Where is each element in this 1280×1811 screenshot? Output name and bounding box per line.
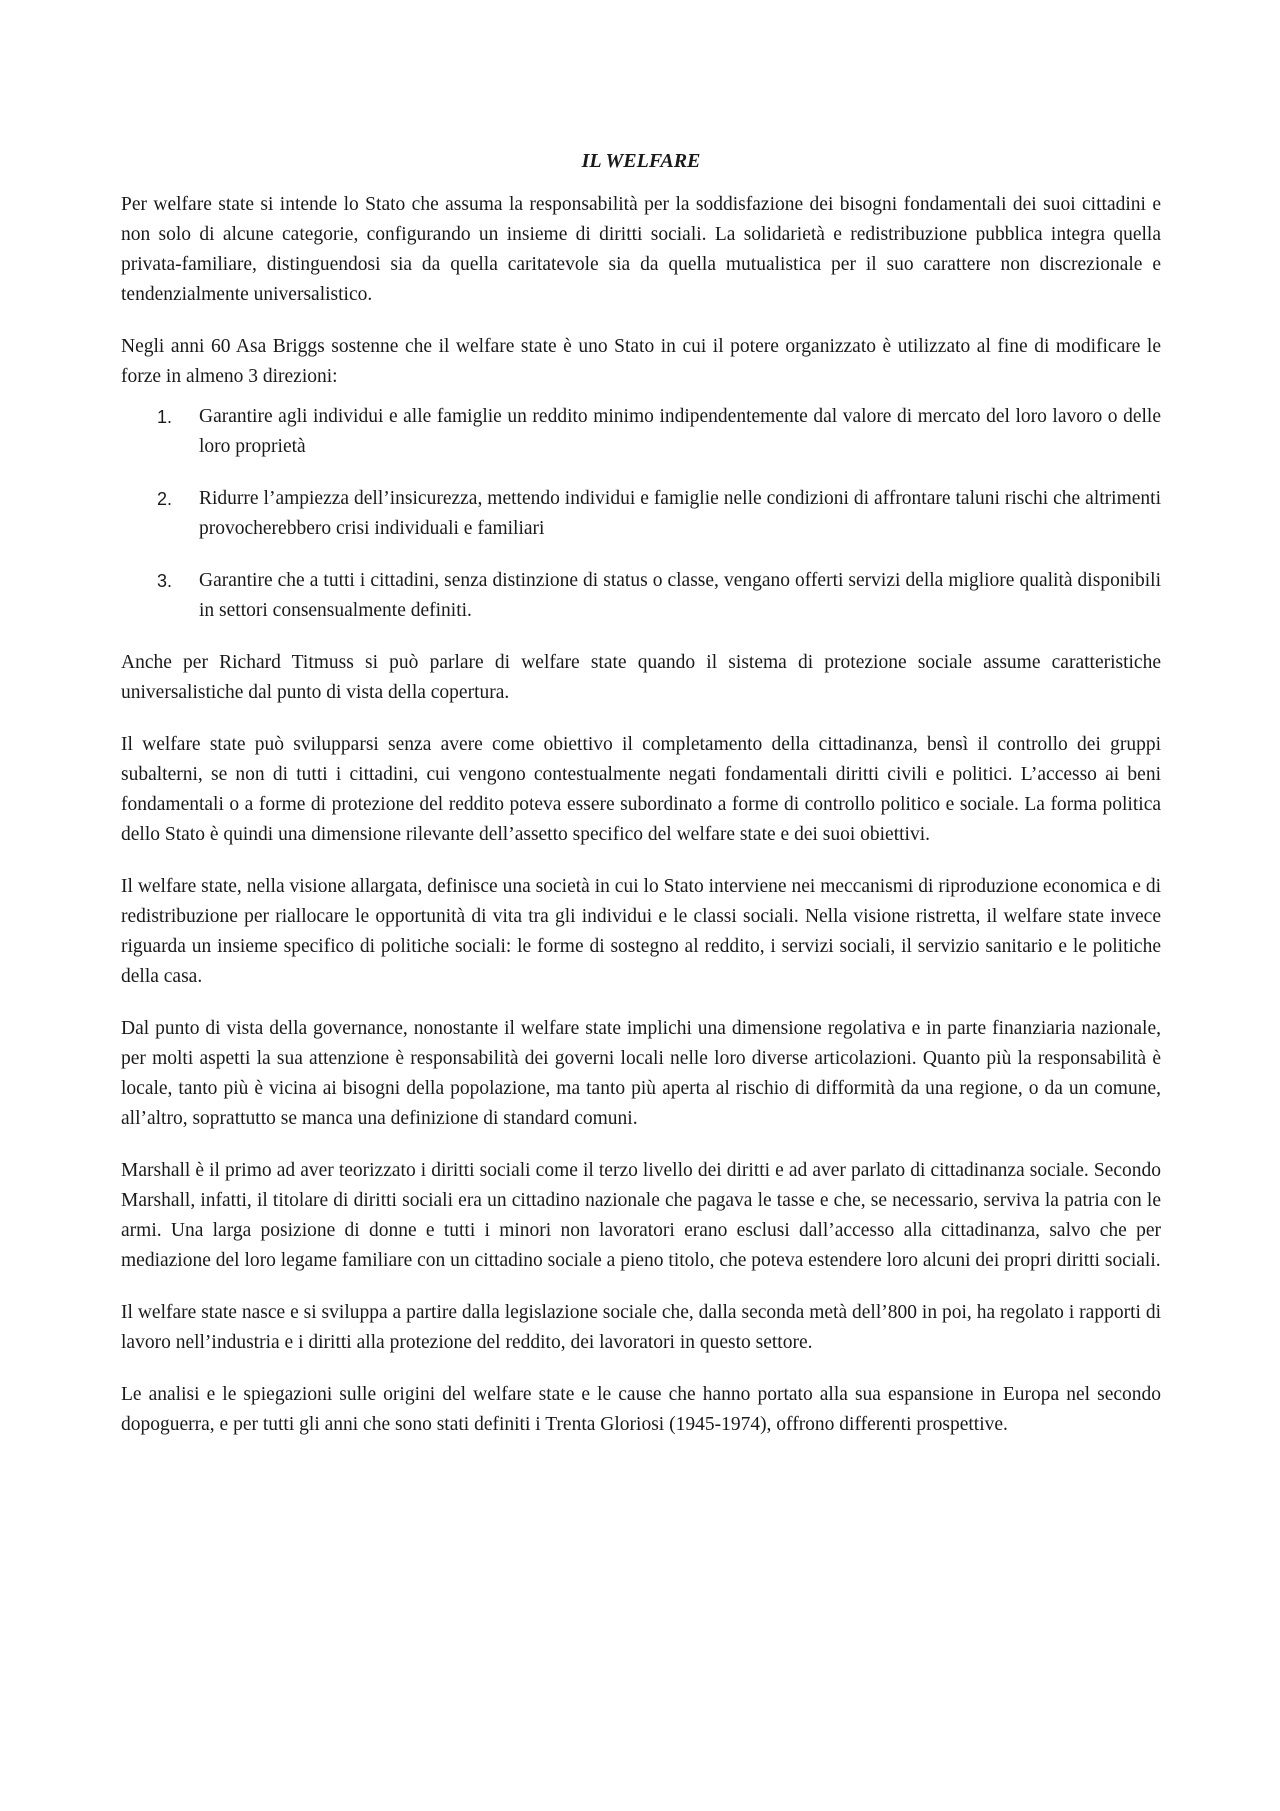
paragraph-social-legislation: Il welfare state nasce e si sviluppa a partire dalla legislazione sociale che, dalla seconda metà dell’800 in poi, ha regolato i rapporti di lavoro nell’industria e i diritti alla protezione del reddito, dei lavoratori in questo settore. xyxy=(121,1302,1161,1353)
paragraph-origins: Le analisi e le spiegazioni sulle origini del welfare state e le cause che hanno portato alla sua espansione in Europa nel secondo dopoguerra, e per tutti gli anni che sono stati definiti i Trenta Gloriosi (1945-1974), offrono differenti prospettive. xyxy=(121,1384,1161,1435)
document-title: IL WELFARE xyxy=(581,150,701,172)
list-item xyxy=(121,402,1161,462)
list-item-text: Garantire che a tutti i cittadini, senza distinzione di status o classe, vengano offerti servizi della migliore qualità disponibili in settori consensualmente definiti. xyxy=(199,570,1161,621)
paragraph-subaltern-control: Il welfare state può svilupparsi senza avere come obiettivo il completamento della cittadinanza, bensì il controllo dei gruppi subalterni, se non di tutti i cittadini, cui vengono contestualmente negati fondamentali diritti civili e politici. L’accesso ai beni fondamentali o a forme di protezione del reddito poteva essere subordinato a forme di controllo politico e sociale. La forma politica dello Stato è quindi una dimensione rilevante dell’assetto specifico del welfare state e dei suoi obiettivi. xyxy=(121,734,1161,845)
paragraph-marshall: Marshall è il primo ad aver teorizzato i diritti sociali come il terzo livello dei diritti e ad aver parlato di cittadinanza sociale. Secondo Marshall, infatti, il titolare di diritti sociali era un cittadino nazionale che pagava le tasse e che, se necessario, serviva la patria con le armi. Una larga posizione di donne e tutti i minori non lavoratori erano esclusi dall’accesso alla cittadinanza, salvo che per mediazione del loro legame familiare con un cittadino sociale a pieno titolo, che poteva estendere loro alcuni dei propri diritti sociali. xyxy=(121,1160,1161,1271)
list-item-number: 2. xyxy=(157,489,173,509)
document-body xyxy=(121,146,1161,1462)
list-item-number: 3. xyxy=(157,571,173,591)
list-item xyxy=(121,484,1161,544)
directions-list xyxy=(121,402,1161,626)
list-item-text: Ridurre l’ampiezza dell’insicurezza, mettendo individui e famiglie nelle condizioni di affrontare taluni rischi che altrimenti provocherebbero crisi individuali e familiari xyxy=(199,488,1161,539)
paragraph-definition: Per welfare state si intende lo Stato che assuma la responsabilità per la soddisfazione dei bisogni fondamentali dei suoi cittadini e non solo di alcune categorie, configurando un insieme di diritti sociali. La solidarietà e redistribuzione pubblica integra quella privata-familiare, distinguendosi sia da quella caritatevole sia da quella mutualistica per il suo carattere non discrezionale e tendenzialmente universalistico. xyxy=(121,194,1161,305)
paragraph-asa-briggs: Negli anni 60 Asa Briggs sostenne che il welfare state è uno Stato in cui il potere organizzato è utilizzato al fine di modificare le forze in almeno 3 direzioni: xyxy=(121,336,1161,387)
paragraph-titmuss: Anche per Richard Titmuss si può parlare di welfare state quando il sistema di protezione sociale assume caratteristiche universalistiche dal punto di vista della copertura. xyxy=(121,652,1161,703)
list-item xyxy=(121,566,1161,626)
list-item-text: Garantire agli individui e alle famiglie un reddito minimo indipendentemente dal valore di mercato del loro lavoro o delle loro proprietà xyxy=(199,406,1161,457)
paragraph-governance: Dal punto di vista della governance, nonostante il welfare state implichi una dimensione regolativa e in parte finanziaria nazionale, per molti aspetti la sua attenzione è responsabilità dei governi locali nelle loro diverse articolazioni. Quanto più la responsabilità è locale, tanto più è vicina ai bisogni della popolazione, ma tanto più aperta al rischio di difformità da una regione, o da un comune, all’altro, soprattutto se manca una definizione di standard comuni. xyxy=(121,1018,1161,1129)
list-item-number: 1. xyxy=(157,407,173,427)
paragraph-broad-narrow-vision: Il welfare state, nella visione allargata, definisce una società in cui lo Stato interviene nei meccanismi di riproduzione economica e di redistribuzione per riallocare le opportunità di vita tra gli individui e le classi sociali. Nella visione ristretta, il welfare state invece riguarda un insieme specifico di politiche sociali: le forme di sostegno al reddito, i servizi sociali, il servizio sanitario e le politiche della casa. xyxy=(121,876,1161,987)
